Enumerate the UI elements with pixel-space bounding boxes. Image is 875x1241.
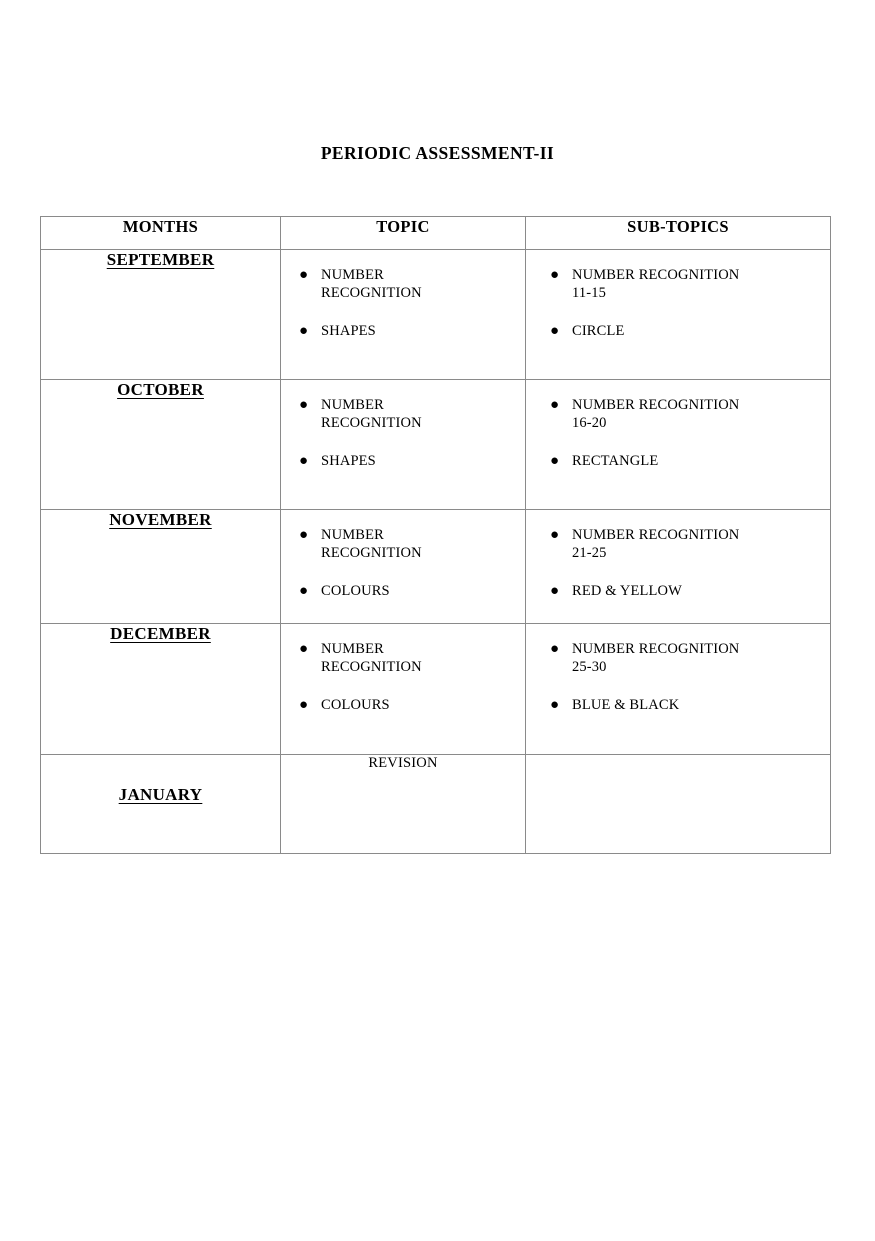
list-item [299, 322, 519, 340]
topic-list [281, 510, 525, 610]
list-item-line: 21-25 [572, 545, 607, 561]
list-item [299, 266, 519, 302]
bullet-icon: ● [550, 697, 560, 713]
list-item [550, 452, 820, 470]
bullet-icon: ● [550, 323, 560, 339]
list-item-line: RECTANGLE [572, 453, 659, 469]
list-item-line: BLUE & BLACK [572, 697, 680, 713]
list-item [550, 266, 820, 302]
list-item-line: 16-20 [572, 415, 607, 431]
list-item [299, 396, 519, 432]
list-item-line: COLOURS [321, 697, 390, 713]
table-row [41, 250, 831, 380]
list-item [550, 640, 820, 676]
list-item-line: 11-15 [572, 285, 607, 301]
list-item-line: NUMBER [321, 641, 384, 657]
list-item-line: RECOGNITION [321, 545, 422, 561]
topic-list [281, 624, 525, 724]
month-label: SEPTEMBER [106, 250, 215, 269]
list-item [550, 526, 820, 562]
list-item [299, 696, 519, 714]
list-item [550, 396, 820, 432]
bullet-icon: ● [299, 527, 309, 543]
list-item [550, 322, 820, 340]
subtopic-cell [526, 755, 831, 854]
subtopic-list [526, 510, 830, 610]
bullet-icon: ● [550, 397, 560, 413]
bullet-icon: ● [550, 453, 560, 469]
bullet-icon: ● [550, 641, 560, 657]
list-item-line: NUMBER [321, 527, 384, 543]
list-item [299, 582, 519, 600]
subtopic-cell [526, 250, 831, 380]
list-item-line: COLOURS [321, 583, 390, 599]
month-cell [41, 755, 281, 854]
bullet-icon: ● [550, 583, 560, 599]
list-item-line: RECOGNITION [321, 285, 422, 301]
list-item [550, 696, 820, 714]
bullet-icon: ● [550, 527, 560, 543]
month-cell [41, 380, 281, 510]
month-label: DECEMBER [110, 624, 211, 643]
list-item-line: NUMBER [321, 267, 384, 283]
table-row [41, 624, 831, 755]
list-item-line: 25-30 [572, 659, 607, 675]
topic-cell: REVISION [281, 755, 526, 854]
bullet-icon: ● [299, 641, 309, 657]
column-header-topic: TOPIC [281, 217, 526, 250]
page-title: PERIODIC ASSESSMENT-II [320, 143, 555, 163]
column-header-subtopics: SUB-TOPICS [526, 217, 831, 250]
list-item [299, 526, 519, 562]
subtopic-cell [526, 624, 831, 755]
bullet-icon: ● [299, 323, 309, 339]
bullet-icon: ● [299, 453, 309, 469]
list-item-line: NUMBER RECOGNITION [572, 267, 740, 283]
subtopic-cell [526, 380, 831, 510]
month-cell [41, 250, 281, 380]
table-header-row [41, 217, 831, 250]
table-row [41, 755, 831, 854]
topic-cell [281, 250, 526, 380]
topic-list [281, 380, 525, 480]
table-row [41, 510, 831, 624]
month-label: JANUARY [118, 785, 203, 804]
subtopic-list [526, 624, 830, 724]
list-item-line: CIRCLE [572, 323, 625, 339]
month-label: OCTOBER [117, 380, 204, 399]
list-item [299, 640, 519, 676]
month-label: NOVEMBER [109, 510, 212, 529]
list-item-line: RECOGNITION [321, 659, 422, 675]
month-cell [41, 624, 281, 755]
list-item-line: SHAPES [321, 453, 376, 469]
column-header-months: MONTHS [41, 217, 281, 250]
list-item-line: NUMBER RECOGNITION [572, 397, 740, 413]
list-item [550, 582, 820, 600]
table-row [41, 380, 831, 510]
bullet-icon: ● [299, 583, 309, 599]
list-item-line: NUMBER RECOGNITION [572, 641, 740, 657]
topic-cell [281, 624, 526, 755]
bullet-icon: ● [299, 697, 309, 713]
list-item [299, 452, 519, 470]
subtopic-cell [526, 510, 831, 624]
list-item-line: NUMBER [321, 397, 384, 413]
topic-list [281, 250, 525, 350]
bullet-icon: ● [550, 267, 560, 283]
list-item-line: SHAPES [321, 323, 376, 339]
list-item-line: RED & YELLOW [572, 583, 682, 599]
subtopic-list [526, 380, 830, 480]
bullet-icon: ● [299, 267, 309, 283]
topic-cell [281, 380, 526, 510]
topic-cell [281, 510, 526, 624]
month-cell [41, 510, 281, 624]
bullet-icon: ● [299, 397, 309, 413]
list-item-line: NUMBER RECOGNITION [572, 527, 740, 543]
subtopic-list [526, 250, 830, 350]
list-item-line: RECOGNITION [321, 415, 422, 431]
syllabus-table [40, 216, 831, 854]
